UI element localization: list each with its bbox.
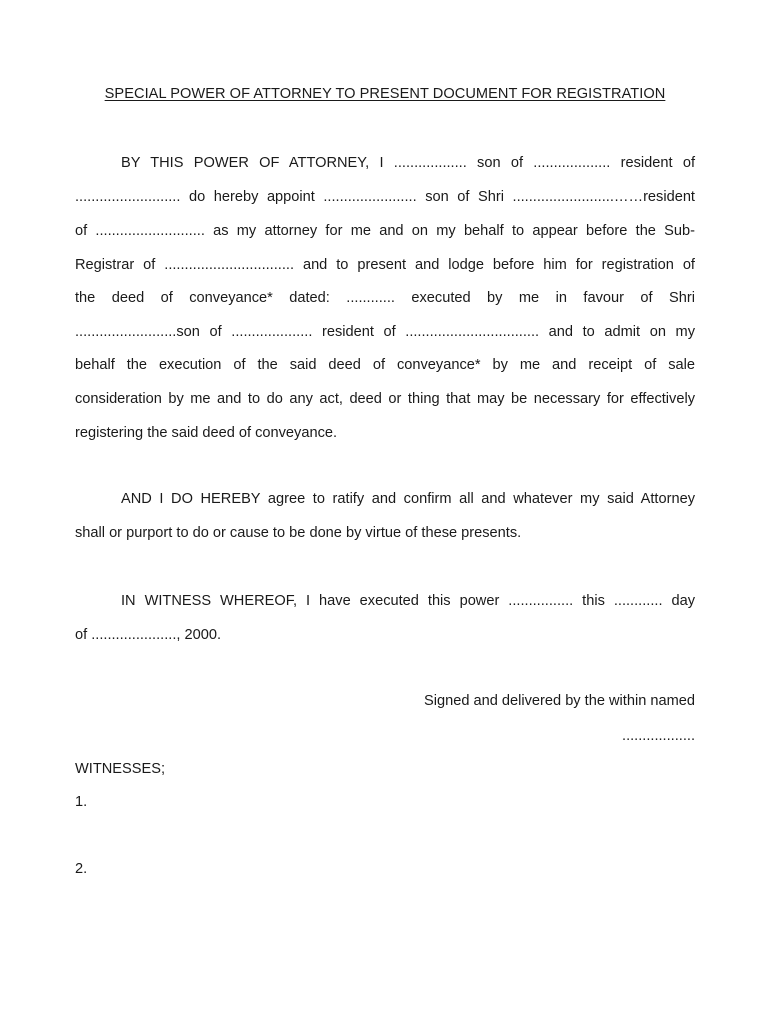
- witness-1-number: 1.: [75, 794, 88, 810]
- paragraph-2-line-1: AND I DO HEREBY agree to ratify and confirm all and whatever my said Attorney: [121, 491, 695, 507]
- signed-delivered-line: Signed and delivered by the within named: [424, 693, 695, 709]
- witness-2-number: 2.: [75, 861, 88, 877]
- paragraph-1-line-1: BY THIS POWER OF ATTORNEY, I .................. son of ................... resident of: [121, 155, 695, 171]
- document-title: SPECIAL POWER OF ATTORNEY TO PRESENT DOCUMENT FOR REGISTRATION: [104, 86, 666, 102]
- paragraph-3-line-1: IN WITNESS WHEREOF, I have executed this power ................ this ............ day: [121, 593, 695, 609]
- paragraph-1-line-7: behalf the execution of the said deed of conveyance* by me and receipt of sale: [75, 357, 695, 373]
- witnesses-label: WITNESSES;: [75, 761, 166, 777]
- paragraph-1-line-2: .......................... do hereby appoint ....................... son of Shri .........................……resident: [75, 189, 695, 205]
- paragraph-1-line-9: registering the said deed of conveyance.: [75, 425, 338, 441]
- paragraph-3-line-2: of ....................., 2000.: [75, 627, 222, 643]
- paragraph-2-line-2: shall or purport to do or cause to be done by virtue of these presents.: [75, 525, 522, 541]
- paragraph-1-line-5: the deed of conveyance* dated: ............ executed by me in favour of Shri: [75, 290, 695, 306]
- paragraph-1-line-6: .........................son of .................... resident of ................................. and to admit on my: [75, 324, 695, 340]
- paragraph-1-line-8: consideration by me and to do any act, deed or thing that may be necessary for effectively: [75, 391, 695, 407]
- paragraph-1-line-3: of ........................... as my attorney for me and on my behalf to appear before the Sub-: [75, 223, 695, 239]
- signatory-name-blank: ..................: [622, 728, 695, 744]
- paragraph-1-line-4: Registrar of ................................ and to present and lodge before him for registration of: [75, 257, 695, 273]
